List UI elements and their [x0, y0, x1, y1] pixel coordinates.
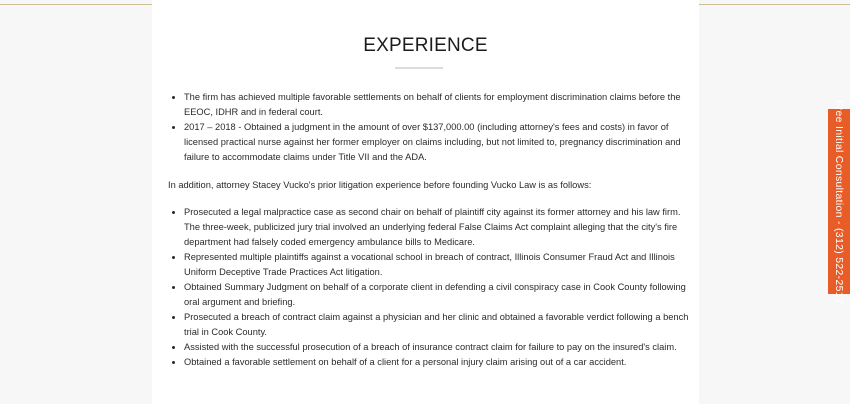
list-item: • 2017 – 2018 - Obtained a judgment in the amount of over $137,000.00 (including attorney's fees and costs) in favor of licensed practical nurse against her former employer on claims including, but not limited to, pregnancy discrimination and failure to accommodate claims under Title VII and the ADA.: [184, 120, 693, 165]
list-item: • Obtained a favorable settlement on behalf of a client for a personal injury claim arising out of a car accident.: [184, 355, 693, 370]
list-item: • Prosecuted a legal malpractice case as second chair on behalf of plaintiff city against its former attorney and his law firm. The three-week, publicized jury trial involved an underlying federal False Claims Act complaint alleging that the city's fire department had falsely coded emergency ambulance bills to Medicare.: [184, 205, 693, 250]
list-item: • The firm has achieved multiple favorable settlements on behalf of clients for employment discrimination claims before the EEOC, IDHR and in federal court.: [184, 90, 693, 120]
free-consultation-label: Free Initial Consultation - (312) 522-2517: [833, 99, 846, 304]
list-item: • Represented multiple plaintiffs against a vocational school in breach of contract, Illinois Consumer Fraud Act and Illinois Uniform Deceptive Trade Practices Act litigation.: [184, 250, 693, 280]
free-consultation-tab[interactable]: [828, 99, 850, 304]
firm-results-list: [168, 90, 693, 165]
list-item: • Assisted with the successful prosecution of a breach of insurance contract claim for failure to pay on the insured's claim.: [184, 340, 693, 355]
title-underline: [395, 67, 443, 69]
header-divider-right: [699, 4, 850, 5]
section-title: EXPERIENCE: [363, 35, 488, 56]
prior-experience-list: [168, 205, 693, 370]
header-divider-left: [0, 4, 152, 5]
intro-paragraph: In addition, attorney Stacey Vucko's prior litigation experience before founding Vucko Law is as follows:: [168, 180, 592, 190]
list-item: • Obtained Summary Judgment on behalf of a corporate client in defending a civil conspiracy case in Cook County following oral argument and briefing.: [184, 280, 693, 310]
experience-section: [152, 0, 699, 404]
list-item: • Prosecuted a breach of contract claim against a physician and her clinic and obtained a favorable verdict following a bench trial in Cook County.: [184, 310, 693, 340]
